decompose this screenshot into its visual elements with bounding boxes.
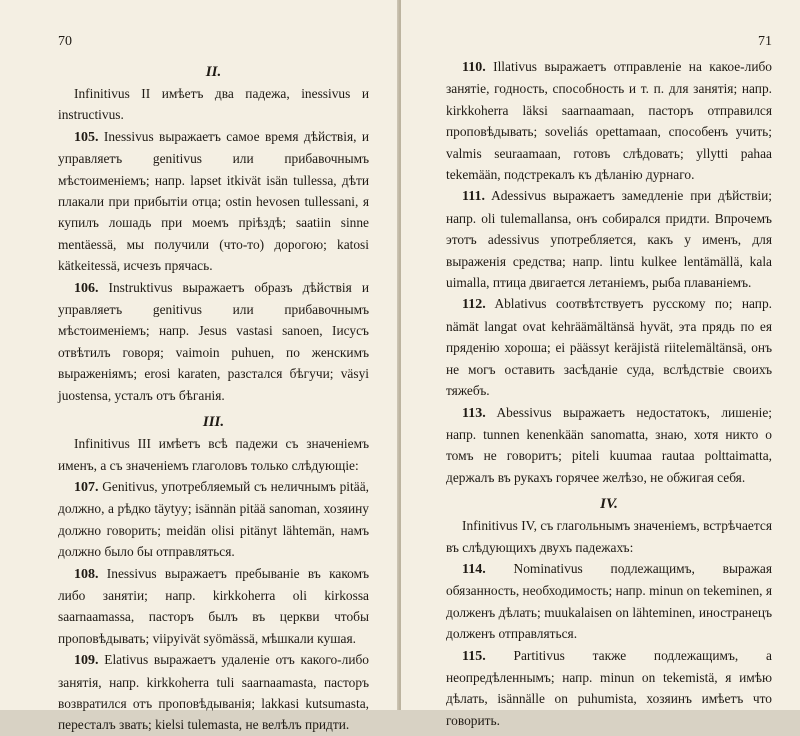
paragraph-text: Ablativus соотвѣтствуетъ русскому по; напр. nämät langat ovat kehräämältänsä hyvät, эта прядь по ея пряденію хороша; ei päässyt keräjistä riitelemältänsä, онъ не могъ оставить засѣданіе суда, вслѣдствіе своихъ тяжебъ. — [446, 296, 772, 399]
paragraph-text: Inessivus выражаетъ пребываніе въ какомъ либо занятіи; напр. kirkkoherra oli kirkossa saarnaamassa, пасторъ былъ въ церкви чтобы проповѣдывать; viipyivät syömässä, мѣшкали кушая. — [58, 565, 369, 646]
paragraph-114 — [446, 558, 772, 645]
section-heading: IV. — [600, 496, 618, 513]
paragraph-number: 106. — [74, 280, 99, 296]
page-number: 70 — [58, 34, 72, 49]
paragraph: Infinitivus II имѣетъ два падежа, inessivus и instructivus. — [58, 86, 369, 123]
paragraph-number: 108. — [74, 566, 99, 582]
paragraph-text: Genitivus, употребляемый съ неличнымъ pitää, должно, а рѣдко täytyy; isännän pitää sanoman, хозяину должно говорить; meidän olisi pitänyt lähtemän, намъ должно было бы отправляться. — [58, 478, 369, 560]
paragraph: Infinitivus IV, съ глагольнымъ значеніемъ, встрѣчается въ слѣдующихъ двухъ падежахъ: — [446, 518, 772, 555]
paragraph: Infinitivus III имѣетъ всѣ падежи съ значеніемъ именъ, а съ значеніемъ глаголовъ только слѣдующіе: — [58, 436, 369, 473]
paragraph-113 — [446, 402, 772, 489]
paragraph-number: 105. — [74, 129, 99, 145]
paragraph-109 — [58, 649, 369, 736]
paragraph-text: Abessivus выражаетъ недостатокъ, лишеніе; напр. tunnen kenenkään sanomatta, знаю, хотя никто о томъ не говоритъ; piteli kuumaa rautaa polttaimatta, держалъ въ рукахъ горячее желѣзо, не обжигая себя. — [446, 404, 772, 485]
paragraph-number: 114. — [462, 561, 486, 577]
paragraph-107 — [58, 476, 369, 563]
paragraph-111 — [446, 185, 772, 293]
paragraph-number: 107. — [74, 479, 99, 495]
paragraph-108 — [58, 563, 369, 650]
page-number: 71 — [758, 34, 772, 49]
paragraph-text: Partitivus также подлежащимъ, а неопредѣленнымъ; напр. minun on tekemistä, я имѣю дѣлать, isännälle on puhumista, хозяинъ имѣетъ что говорить. — [446, 647, 772, 728]
section-heading: II. — [205, 64, 222, 80]
right-page — [401, 0, 800, 728]
paragraph-number: 112. — [462, 297, 486, 313]
paragraph-number: 109. — [74, 653, 99, 669]
section-heading: III. — [202, 414, 225, 431]
paragraph-text: Adessivus выражаетъ замедленіе при дѣйствіи; напр. oli tulemallansa, онъ собирался придти. Впрочемъ этотъ adessivus употребляется, какъ у именъ, для выраженія средства; напр. lintu kulkee lentämällä, kala uimalla, птица двигается летаніемъ, рыба плаваніемъ. — [446, 188, 773, 291]
paragraph-number: 115. — [462, 648, 486, 664]
paragraph-text: Illativus выражаетъ отправленіе на какое-либо занятіе, годность, способность и т. п. для занятія; напр. kirkkoherra läksi saarnaamaan, пасторъ отправился проповѣдывать; soveliás opettamaan, способенъ учить; valmis seuraamaan, готовъ слѣдовать; yllytti pahaa tekemään, подстрекалъ къ дѣланію дурнаго. — [446, 59, 772, 183]
paragraph-text: Instruktivus выражаетъ образъ дѣйствія и управляетъ genitivus или прибавочнымъ мѣстоименіемъ; напр. Jesus vastasi sanoen, Іисусъ отвѣтилъ говоря; vaimoin puhuen, по женскимъ выраженіямъ; erosi karaten, разстался бѣгучи; väsyi juostensa, усталъ отъ бѣганія. — [58, 279, 369, 403]
paragraph-number: 110. — [462, 60, 486, 75]
paragraph-text: Nominativus подлежащимъ, выражая обязанность, необходимость; напр. minun on tekeminen, я долженъ дѣлать; muukalaisen on lähteminen, иностранецъ долженъ отправляться. — [446, 560, 773, 642]
left-page — [0, 0, 399, 733]
paragraph-106 — [58, 277, 369, 406]
paragraph-115 — [446, 645, 772, 732]
paragraph-text: Inessivus выражаетъ самое время дѣйствія, и управляетъ genitivus или прибавочнымъ мѣстоименіемъ; напр. lapset itkivät isän tullessa, дѣти плакали при прибытіи отца; ostin hevosen tullessani, я купилъ лошадь при моемъ пріѣздѣ; saatiin sinne mentäessä, мы получили (что-то) дорогою; katosi kätkeitessä, исчезъ прячась. — [58, 128, 369, 274]
paragraph-105 — [58, 126, 369, 277]
paragraph-number: 113. — [462, 405, 486, 421]
paragraph-text: Elativus выражаетъ удаленіе отъ какого-либо занятія, напр. kirkkoherra tuli saarnaamasta, пасторъ возвратился отъ проповѣдыванія; lakkasi kutsumasta, пересталъ звать; kielsi tulemasta, не велѣлъ придти. — [58, 652, 369, 733]
paragraph-110 — [446, 56, 772, 185]
paragraph-number: 111. — [462, 189, 485, 205]
paragraph-112 — [446, 293, 772, 401]
